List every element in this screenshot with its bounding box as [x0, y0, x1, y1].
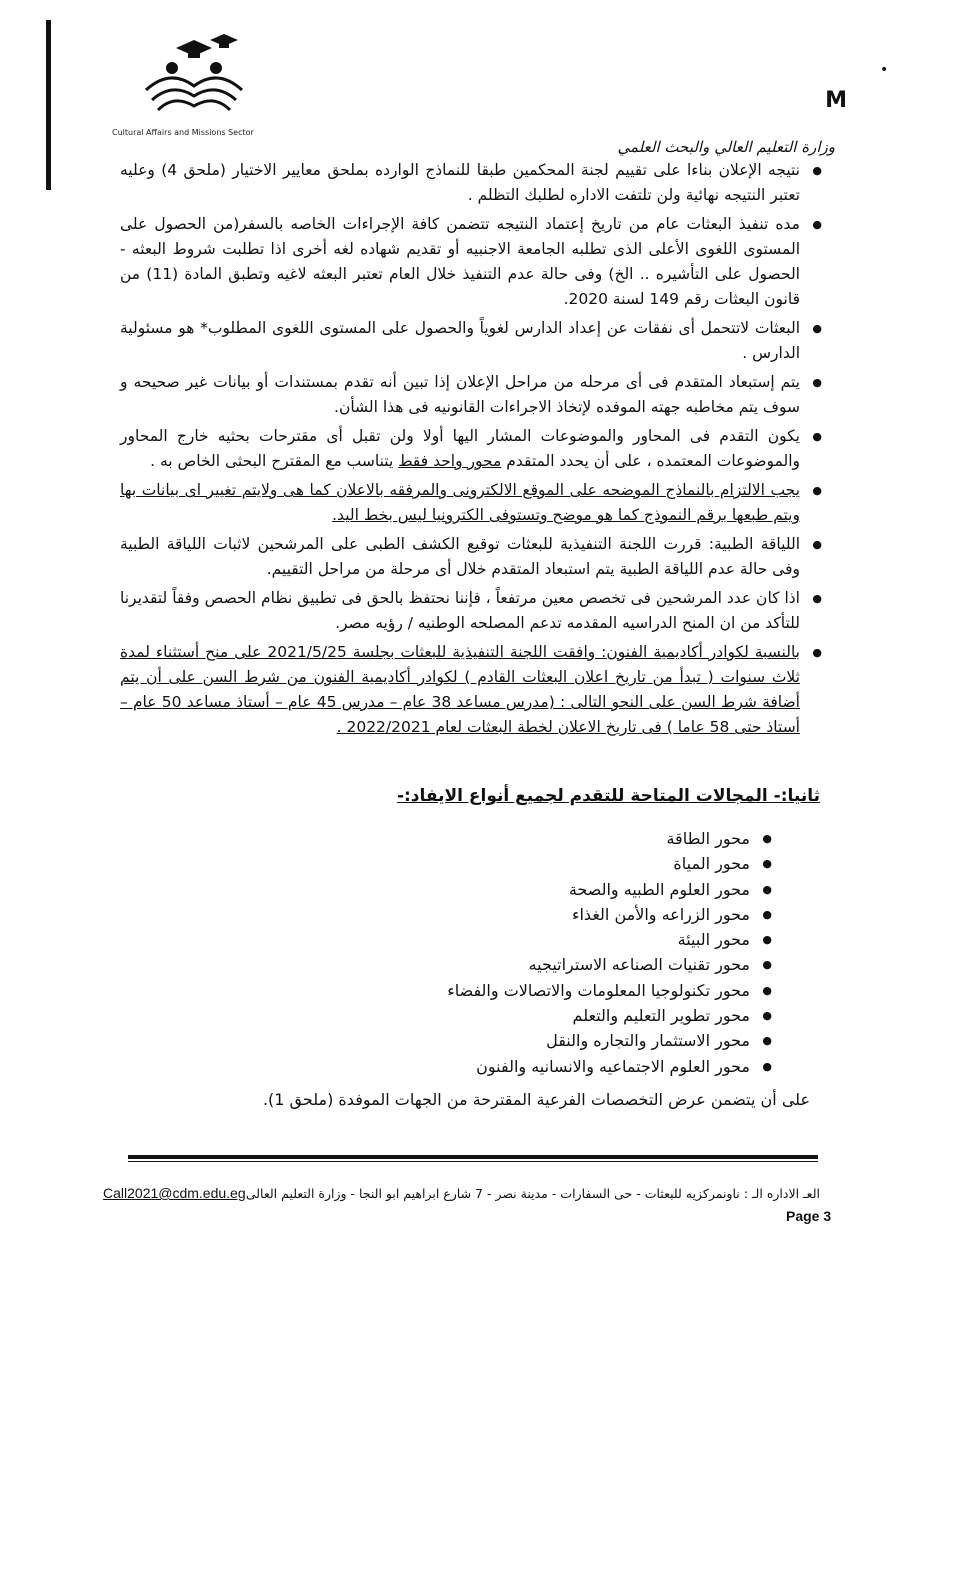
- footer-rule-thin: [128, 1161, 818, 1162]
- list-item: [120, 424, 822, 474]
- footer-address: العـ الاداره الـ : ناونمركزيه للبعثات - حى السفارات - مدينة نصر - 7 شارع ابراهيم ابو النجا - وزارة التعليم العالى: [245, 1186, 820, 1201]
- ministry-mark: M: [825, 88, 845, 113]
- axis-item: ● محور الزراعه والأمن الغذاء: [447, 902, 772, 927]
- list-item: ● البعثات لاتتحمل أى نفقات عن إعداد الدارس لغوياً والحصول على المستوى اللغوى المطلوب* هو مسئولية الدارس .: [120, 316, 822, 366]
- scan-dot: •: [880, 62, 889, 78]
- underlined-text: يجب الالتزام بالنماذج الموضحه على الموقع الالكترونى والمرفقه بالاعلان كما هى ولايتم تغيير اى بيانات بها ويتم طبعها برقم النموذج كما هو موضح وتستوفى الكترونيا ليس بخط اليد.: [120, 481, 800, 524]
- ministry-handwritten-title: وزارة التعليم العالي والبحث العلمي: [617, 138, 835, 156]
- axis-item: ● محور تطوير التعليم والتعلم: [447, 1003, 772, 1028]
- footer-rule: [128, 1155, 818, 1159]
- scan-edge-bar: [46, 20, 51, 190]
- list-item: ● اذا كان عدد المرشحين فى تخصص معين مرتفعاً ، فإننا نحتفظ بالحق فى تطبيق نظام الحصص وفقاً لتقديرنا للتأكد من ان المنح الدراسيه المقدمه تدعم المصلحه الوطنيه / رؤيه مصر.: [120, 586, 822, 636]
- logo-caption: Cultural Affairs and Missions Sector: [112, 128, 254, 137]
- list-item: ● مده تنفيذ البعثات عام من تاريخ إعتماد النتيجه تتضمن كافة الإجراءات الخاصه بالسفر(من الحصول على المستوى اللغوى الأعلى الذى تطلبه الجامعة الاجنبيه أو تقديم شهاده لغه أخرى اذا تطلبت شروط البعثه - الحصول على التأشيره .. الخ) وفى حالة عدم التنفيذ خلال العام تعتبر البعثه لاغيه وتطبق المادة (11) من قانون البعثات رقم 149 لسنة 2020.: [120, 212, 822, 312]
- list-item: ● اللياقة الطبية: قررت اللجنة التنفيذية للبعثات توقيع الكشف الطبى على المرشحين لاثبات اللياقة الطبية وفى حالة عدم اللياقة الطبية يتم استبعاد المتقدم خلال أى مرحلة من مراحل التقييم.: [120, 532, 822, 582]
- list-item: ● يتم إستبعاد المتقدم فى أى مرحله من مراحل الإعلان إذا تبين أنه تقدم بمستندات أو بيانات غير صحيحه و سوف يتم مخاطبه جهته الموفده لإتخاذ الاجراءات القانونيه فى هذا الشأن.: [120, 370, 822, 420]
- axis-item: ● محور العلوم الاجتماعيه والانسانيه والفنون: [447, 1054, 772, 1079]
- page-number: Page 3: [786, 1208, 832, 1224]
- axis-item: ● محور البيئة: [447, 927, 772, 952]
- graduation-book-icon: [124, 28, 264, 128]
- underlined-phrase: محور واحد فقط: [398, 452, 502, 470]
- axes-list: [447, 826, 772, 1079]
- list-item: [120, 640, 822, 740]
- axis-item: ● محور تكنولوجيا المعلومات والاتصالات والفضاء: [447, 978, 772, 1003]
- list-item-text: يكون التقدم فى المحاور والموضوعات المشار اليها أولا ولن تقبل أى مقترحات بحثيه خارج المحاور والموضوعات المعتمده ، على أن يحدد المتقدم: [120, 427, 800, 470]
- annex-note: على أن يتضمن عرض التخصصات الفرعية المقترحة من الجهات الموفدة (ملحق 1).: [262, 1090, 810, 1109]
- axis-item: ● محور الطاقة: [447, 826, 772, 851]
- underlined-text: بالنسبة لكوادر أكاديمية الفنون: وافقت اللجنة التنفيذية للبعثات بجلسة 2021/5/25 على منح أستثناء لمدة ثلاث سنوات ( تبدأ من تاريخ اعلان البعثات القادم ) لكوادر أكاديمية الفنون من شرط السن على أن يتم أضافة شرط السن على النحو التالى : (مدرس مساعد 38 عام – مدرس 45 عام – أستاذ مساعد 50 عام – أستاذ حتى 58 عاما ) فى تاريخ الاعلان لخطة البعثات لعام 2022/2021 .: [120, 643, 800, 736]
- footer-email-link[interactable]: Call2021@cdm.edu.eg: [103, 1185, 246, 1201]
- list-item: ● نتيجه الإعلان بناءا على تقييم لجنة المحكمين طبقا للنماذج الوارده بملحق معايير الاختيار (ملحق 4) وعليه تعتبر النتيجه نهائية ولن تلتفت الاداره لطلبك التظلم .: [120, 158, 822, 208]
- sector-logo: [112, 28, 272, 158]
- list-item: [120, 478, 822, 528]
- axis-item: ● محور المياة: [447, 851, 772, 876]
- conditions-list: [120, 158, 822, 744]
- axis-item: ● محور العلوم الطبيه والصحة: [447, 877, 772, 902]
- axis-item: ● محور الاستثمار والتجاره والنقل: [447, 1028, 772, 1053]
- axis-item: ● محور تقنيات الصناعه الاستراتيجيه: [447, 952, 772, 977]
- section-heading: ثانيا:- المجالات المتاحة للتقدم لجميع أنواع الايفاد:-: [396, 786, 820, 806]
- list-item-text: يتناسب مع المقترح البحثى الخاص به .: [150, 452, 399, 470]
